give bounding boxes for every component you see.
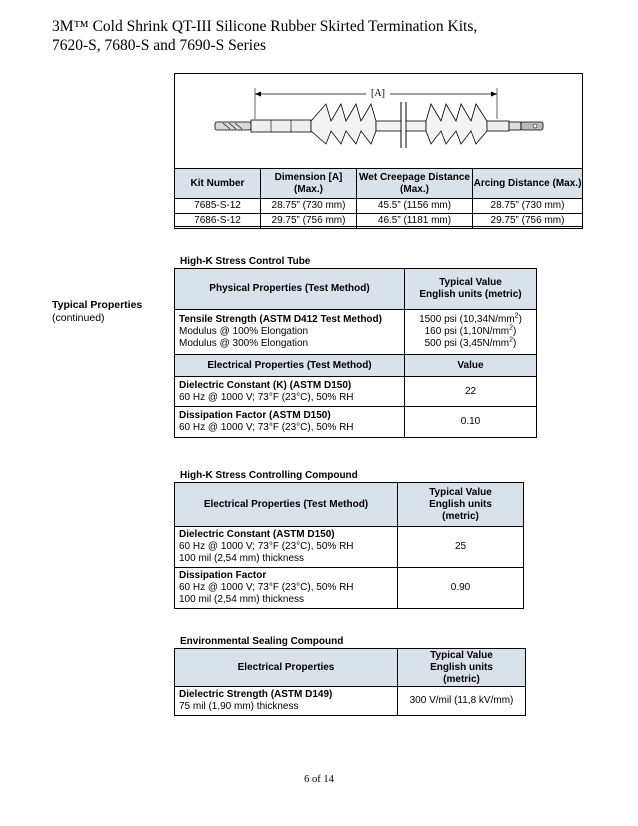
table-row bbox=[175, 687, 526, 716]
cell: 28.75” (730 mm) bbox=[473, 199, 583, 214]
header-wet-creepage: Wet Creepage Distance (Max.) bbox=[357, 169, 473, 199]
header-value: Value bbox=[405, 355, 537, 377]
dielectric-sub: 60 Hz @ 1000 V; 73°F (23°C), 50% RH bbox=[179, 391, 354, 403]
strength-label: Dielectric Strength (ASTM D149) bbox=[179, 689, 333, 700]
value: 1500 psi (10,34N/mm bbox=[419, 314, 515, 325]
dielectric-value: 25 bbox=[398, 527, 524, 568]
typical-properties-label bbox=[52, 299, 142, 325]
dimension-label: [A] bbox=[371, 88, 385, 99]
dielectric-label: Dielectric Constant (K) (ASTM D150) bbox=[179, 379, 352, 391]
kit-dimension-table bbox=[174, 168, 583, 229]
termination-drawing bbox=[175, 74, 582, 169]
dissipation-sub: 60 Hz @ 1000 V; 73°F (23°C), 50% RH bbox=[179, 582, 354, 593]
dissipation-sub: 100 mil (2,54 mm) thickness bbox=[179, 594, 305, 605]
dissipation-cell bbox=[175, 568, 398, 609]
header-dimension: Dimension [A] (Max.) bbox=[261, 169, 357, 199]
cell: 29.75” (756 mm) bbox=[473, 214, 583, 229]
stress-tube-title: High-K Stress Control Tube bbox=[180, 256, 311, 267]
header-line: (metric) bbox=[442, 510, 479, 522]
dissipation-sub: 60 Hz @ 1000 V; 73°F (23°C), 50% RH bbox=[179, 422, 354, 433]
dielectric-sub: 60 Hz @ 1000 V; 73°F (23°C), 50% RH bbox=[179, 541, 354, 552]
kit-figure-box bbox=[174, 73, 583, 227]
dissipation-label: Dissipation Factor (ASTM D150) bbox=[179, 410, 331, 421]
table-row bbox=[175, 377, 537, 407]
table-header-row bbox=[175, 355, 537, 377]
table-row bbox=[175, 527, 524, 568]
header-line: English units bbox=[430, 661, 493, 673]
header-line: Typical Value bbox=[439, 277, 502, 288]
dissipation-value: 0.10 bbox=[405, 407, 537, 438]
cell: 7686-S-12 bbox=[175, 214, 261, 229]
dielectric-value: 22 bbox=[405, 377, 537, 407]
dissipation-label: Dissipation Factor bbox=[179, 570, 267, 581]
cell: 45.5” (1156 mm) bbox=[357, 199, 473, 214]
header-typical-value bbox=[405, 269, 537, 310]
tensile-values bbox=[405, 310, 537, 355]
table-row bbox=[175, 310, 537, 355]
sealing-title: Environmental Sealing Compound bbox=[180, 636, 344, 647]
document-title bbox=[52, 17, 612, 55]
strength-cell bbox=[175, 687, 398, 716]
title-line-1: 3M™ Cold Shrink QT-III Silicone Rubber Skirted Termination Kits, bbox=[52, 18, 478, 35]
header-physical-properties: Physical Properties (Test Method) bbox=[175, 269, 405, 310]
dissipation-value: 0.90 bbox=[398, 568, 524, 609]
superscript: 2 bbox=[509, 324, 514, 332]
table-row bbox=[175, 199, 583, 214]
paren: ) bbox=[513, 326, 517, 337]
table-header-row bbox=[175, 649, 526, 687]
tensile-sub: Modulus @ 100% Elongation bbox=[179, 326, 309, 337]
table-header-row bbox=[175, 169, 583, 199]
dielectric-cell bbox=[175, 377, 405, 407]
side-label-title: Typical Properties bbox=[52, 299, 143, 311]
superscript: 2 bbox=[514, 312, 519, 320]
table-row bbox=[175, 407, 537, 438]
stress-tube-table bbox=[174, 268, 537, 438]
cell: 46.5” (1181 mm) bbox=[357, 214, 473, 229]
header-line: Typical Value bbox=[429, 486, 492, 498]
header-kit-number: Kit Number bbox=[175, 169, 261, 199]
header-typical-value bbox=[398, 483, 524, 527]
compound-title: High-K Stress Controlling Compound bbox=[180, 470, 358, 481]
value: 500 psi (3,45N/mm bbox=[424, 338, 510, 349]
header-line: Typical Value bbox=[430, 649, 493, 661]
cell: 7685-S-12 bbox=[175, 199, 261, 214]
header-line: (metric) bbox=[443, 673, 480, 685]
table-header-row bbox=[175, 269, 537, 310]
table-header-row bbox=[175, 483, 524, 527]
strength-sub: 75 mil (1,90 mm) thickness bbox=[179, 701, 299, 712]
header-line: English units bbox=[429, 498, 492, 510]
header-electrical-properties: Electrical Properties (Test Method) bbox=[175, 483, 398, 527]
compound-table bbox=[174, 482, 524, 609]
side-label-subtitle: (continued) bbox=[52, 312, 105, 324]
dissipation-cell bbox=[175, 407, 405, 438]
tensile-cell bbox=[175, 310, 405, 355]
header-electrical-properties: Electrical Properties bbox=[175, 649, 398, 687]
tensile-label: Tensile Strength (ASTM D412 Test Method) bbox=[179, 314, 382, 325]
table-row bbox=[175, 214, 583, 229]
table-row bbox=[175, 568, 524, 609]
header-arcing-distance: Arcing Distance (Max.) bbox=[473, 169, 583, 199]
header-electrical-properties: Electrical Properties (Test Method) bbox=[175, 355, 405, 377]
page-number: 6 of 14 bbox=[304, 774, 334, 785]
paren: ) bbox=[513, 338, 517, 349]
title-line-2: 7620-S, 7680-S and 7690-S Series bbox=[52, 37, 266, 54]
dielectric-label: Dielectric Constant (ASTM D150) bbox=[179, 529, 335, 540]
superscript: 2 bbox=[509, 336, 514, 344]
cell: 29.75” (756 mm) bbox=[261, 214, 357, 229]
dielectric-cell bbox=[175, 527, 398, 568]
value: 160 psi (1,10N/mm bbox=[424, 326, 510, 337]
cell: 28.75” (730 mm) bbox=[261, 199, 357, 214]
sealing-table bbox=[174, 648, 526, 716]
strength-value: 300 V/mil (11,8 kV/mm) bbox=[398, 687, 526, 716]
dielectric-sub: 100 mil (2,54 mm) thickness bbox=[179, 553, 305, 564]
header-typical-value bbox=[398, 649, 526, 687]
paren: ) bbox=[518, 314, 522, 325]
header-line: English units (metric) bbox=[419, 289, 522, 300]
tensile-sub: Modulus @ 300% Elongation bbox=[179, 338, 309, 349]
